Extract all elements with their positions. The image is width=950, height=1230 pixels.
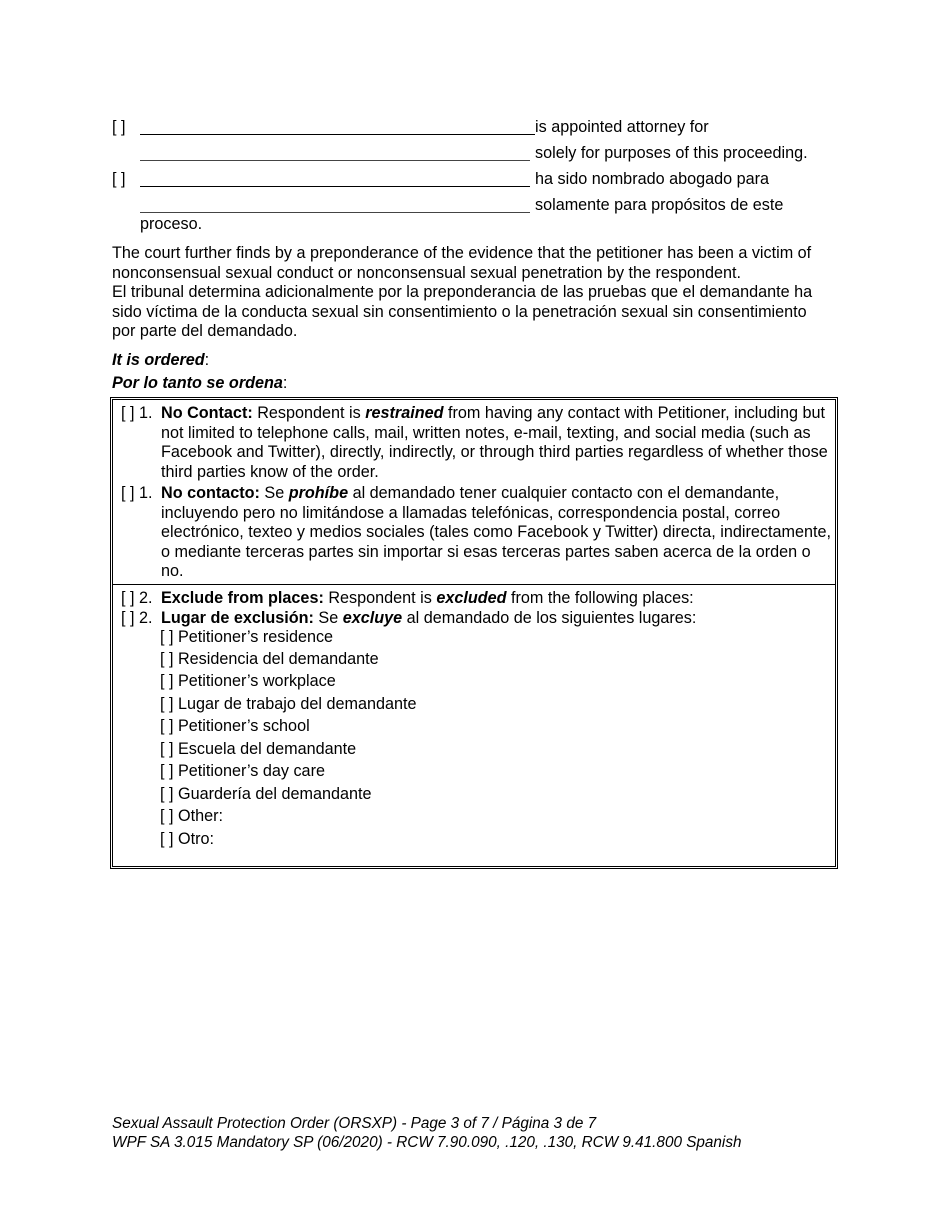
attorney-text-en-1: is appointed attorney for [535,118,709,136]
place-guarderia[interactable]: [ ] Guardería del demandante [160,785,372,803]
no-contact-es-checkbox[interactable]: [ ] 1. [121,484,153,502]
findings-es: El tribunal determina adicionalmente por la preponderancia de las pruebas que el demandante ha sido víctima de la conducta sexual sin consentimiento o la penetración sexual sin consentimiento por parte del demandado. [112,283,813,340]
ordered-es-colon: : [282,374,288,392]
parte-name-line[interactable] [140,212,530,213]
attorney-text-en-2: solely for purposes of this proceeding. [535,144,808,162]
attorney-text-es-2: solamente para propósitos de este [535,196,784,214]
place-petitioner-day-care[interactable]: [ ] Petitioner’s day care [160,762,325,780]
abogado-name-line[interactable] [140,186,530,187]
no-contact-en-checkbox[interactable]: [ ] 1. [121,404,153,422]
no-contact-en-title: No Contact: [161,404,253,422]
ordered-es-text: Por lo tanto se ordena [112,374,283,392]
exclude-es-pre: Se [313,609,343,627]
order-box-divider [113,584,835,585]
no-contact-en-body: from having any contact with Petitioner, including but not limited to telephone calls, mail, written notes, e-mail, texting, and social media (such as Facebook and Twitter), directly, indirectly, or through third parties regardless of whether those third parties know of the order. [161,404,828,481]
attorney-text-es-3: proceso. [140,215,203,233]
no-contact-es-pre: Se [259,484,289,502]
exclude-es-body: al demandado de los siguientes lugares: [402,609,697,627]
attorney-name-line[interactable] [140,134,535,135]
findings-en: The court further finds by a preponderance of the evidence that the petitioner has been a victim of nonconsensual sexual conduct or nonconsensual sexual penetration by the respondent. [112,244,812,282]
attorney-text-es-1: ha sido nombrado abogado para [535,170,769,188]
ordered-es [112,374,287,394]
exclude-en-emphasis: excluded [436,589,507,607]
exclude-en-title: Exclude from places: [161,589,324,607]
no-contact-es-body: al demandado tener cualquier contacto con el demandante, incluyendo pero no limitándose a llamadas telefónicas, correspondencia postal, correo electrónico, texteo y medios sociales (tales como Facebook y Twitter) directa, indirectamente, o mediante terceras partes sin importar si esas terceras partes saben acerca de la orden o no. [161,484,831,580]
place-escuela[interactable]: [ ] Escuela del demandante [160,740,357,758]
no-contact-es-title: No contacto: [161,484,260,502]
ordered-en [112,351,209,371]
exclude-es-checkbox[interactable]: [ ] 2. [121,609,153,627]
footer-form-title: Sexual Assault Protection Order (ORSXP) - Page 3 of 7 / Página 3 de 7 [112,1115,597,1132]
place-residencia-demandante[interactable]: [ ] Residencia del demandante [160,650,379,668]
place-petitioner-workplace[interactable]: [ ] Petitioner’s workplace [160,672,336,690]
ordered-en-text: It is ordered [112,351,205,369]
no-contact-en-pre: Respondent is [252,404,366,422]
ordered-en-colon: : [204,351,210,369]
no-contact-en-emphasis: restrained [365,404,444,422]
exclude-en-checkbox[interactable]: [ ] 2. [121,589,153,607]
attorney-checkbox-en[interactable]: [ ] [112,118,126,136]
place-other[interactable]: [ ] Other: [160,807,223,825]
no-contact-es-emphasis: prohíbe [288,484,349,502]
footer-form-reference: WPF SA 3.015 Mandatory SP (06/2020) - RCW 7.90.090, .120, .130, RCW 9.41.800 Spanish [112,1134,742,1151]
place-otro[interactable]: [ ] Otro: [160,830,214,848]
exclude-es-emphasis: excluye [342,609,403,627]
exclude-en-body: from the following places: [506,589,694,607]
attorney-checkbox-es[interactable]: [ ] [112,170,126,188]
exclude-en-pre: Respondent is [323,589,437,607]
place-petitioner-residence[interactable]: [ ] Petitioner’s residence [160,628,334,646]
exclude-es-title: Lugar de exclusión: [161,609,314,627]
party-name-line[interactable] [140,160,530,161]
place-petitioner-school[interactable]: [ ] Petitioner’s school [160,717,310,735]
place-lugar-trabajo[interactable]: [ ] Lugar de trabajo del demandante [160,695,417,713]
